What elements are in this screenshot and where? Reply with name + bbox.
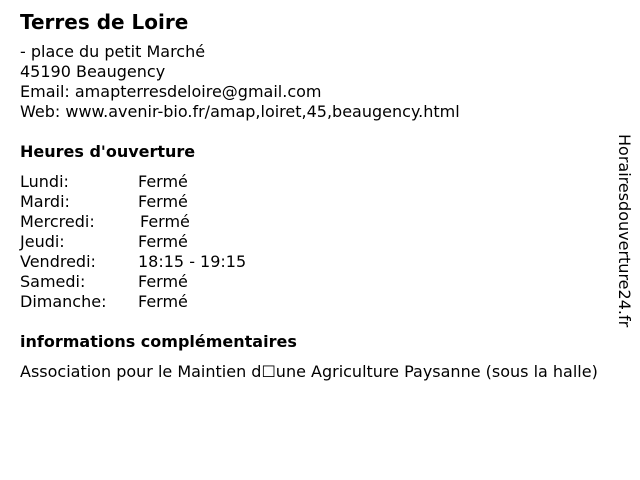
site-watermark: Horairesdouverture24.fr: [615, 134, 634, 328]
additional-info-text: Association pour le Maintien d☐une Agriculture Paysanne (sous la halle): [20, 362, 598, 381]
day-hours: Fermé: [138, 272, 188, 291]
opening-hours-title: Heures d'ouverture: [20, 142, 196, 161]
day-hours: Fermé: [138, 292, 188, 311]
web-line: Web: www.avenir-bio.fr/amap,loiret,45,beaugency.html: [20, 102, 460, 121]
additional-info-title: informations complémentaires: [20, 332, 297, 351]
address-line-1: - place du petit Marché: [20, 42, 206, 61]
email-line: Email: amapterresdeloire@gmail.com: [20, 82, 322, 101]
day-label: Jeudi:: [20, 232, 65, 251]
day-hours: Fermé: [138, 192, 188, 211]
hours-row-monday: [20, 172, 624, 192]
hours-row-thursday: [20, 232, 624, 252]
day-hours: 18:15 - 19:15: [138, 252, 247, 271]
opening-hours-table: [20, 172, 624, 312]
hours-row-saturday: [20, 272, 624, 292]
hours-row-sunday: [20, 292, 624, 312]
day-label: Vendredi:: [20, 252, 96, 271]
hours-row-tuesday: [20, 192, 624, 212]
day-hours: Fermé: [140, 212, 190, 231]
day-label: Dimanche:: [20, 292, 107, 311]
business-name: Terres de Loire: [20, 10, 189, 34]
day-hours: Fermé: [138, 232, 188, 251]
business-page: [20, 8, 624, 382]
day-label: Mardi:: [20, 192, 70, 211]
day-label: Lundi:: [20, 172, 69, 191]
hours-row-friday: [20, 252, 624, 272]
day-label: Samedi:: [20, 272, 86, 291]
address-line-2: 45190 Beaugency: [20, 62, 166, 81]
hours-row-wednesday: [20, 212, 624, 232]
day-label: Mercredi:: [20, 212, 95, 231]
day-hours: Fermé: [138, 172, 188, 191]
